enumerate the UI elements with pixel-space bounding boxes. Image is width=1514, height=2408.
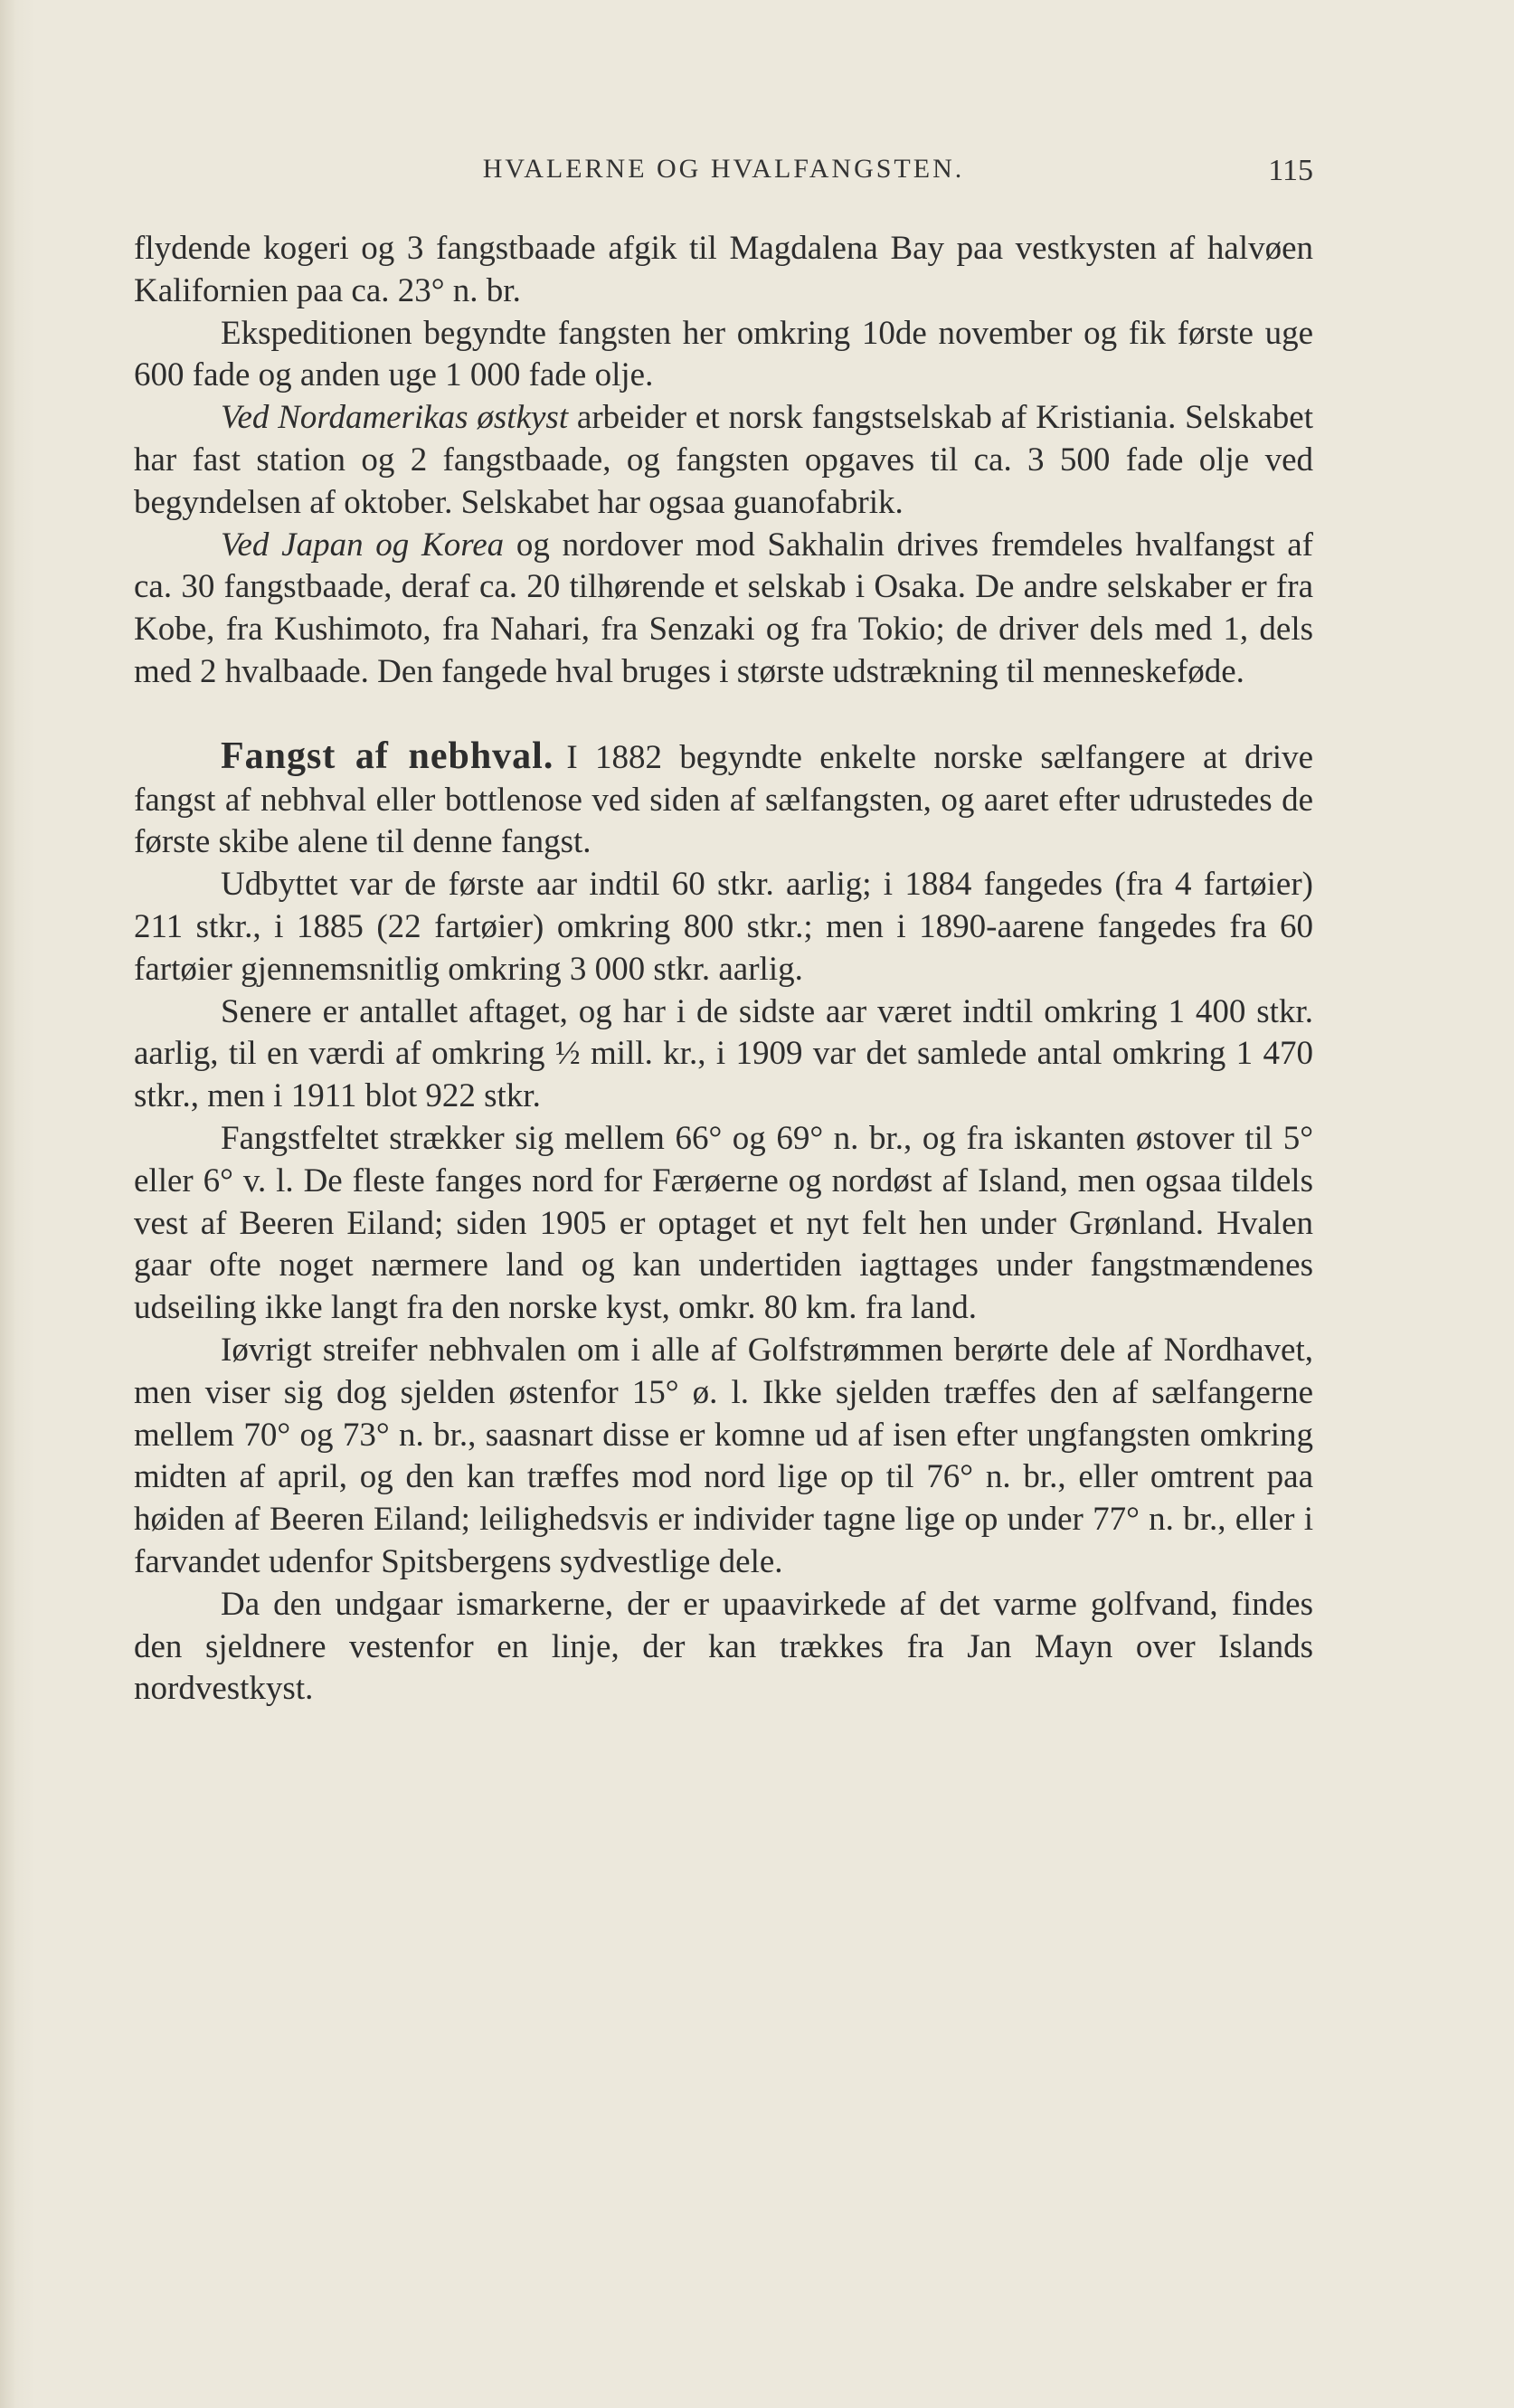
- italic-place-north-america: Ved Nordamerikas østkyst: [221, 399, 569, 437]
- paragraph-japan-korea: [134, 525, 1313, 694]
- section-spacer: [134, 694, 1313, 735]
- italic-place-japan-korea: Ved Japan og Korea: [221, 526, 505, 564]
- paragraph-north-america-text: arbeider et norsk fangstselskab af Kristiania. Selskabet har fast station og 2 fangstbaade, og fangsten opgaves til ca. 3 500 fade olje ved begyndelsen af oktober. Selskabet har ogsaa guanofabrik.: [134, 399, 1313, 521]
- paragraph-distribution: Da den undgaar ismarkerne, der er upaavirkede af det varme golfvand, findes den sjeldnere vestenfor en linje, der kan trækkes fra Jan Mayn over Islands nordvestkyst.: [134, 1585, 1313, 1708]
- paragraph-continued: flydende kogeri og 3 fangstbaade afgik til Magdalena Bay paa vestkysten af halvøen Kalifornien paa ca. 23° n. br.: [134, 230, 1313, 309]
- paragraph-north-america: [134, 397, 1313, 524]
- paragraph-expedition: Ekspeditionen begyndte fangsten her omkring 10de november og fik første uge 600 fade og anden uge 1 000 fade olje.: [134, 314, 1313, 394]
- paragraph-range: Iøvrigt streifer nebhvalen om i alle af Golfstrømmen berørte dele af Nordhavet, men viser sig dog sjelden østenfor 15° ø. l. Ikke sjelden træffes den af sælfangerne mellem 70° og 73° n. br., saasnart disse er komne ud af isen efter ungfangsten omkring midten af april, og den kan træffes mod nord lige op til 76° n. br., eller omtrent paa høiden af Beeren Eiland; leilighedsvis er individer tagne lige op under 77° n. br., eller i farvandet udenfor Spitsbergens sydvestlige dele.: [134, 1331, 1313, 1580]
- paragraph-japan-korea-text: og nordover mod Sakhalin drives fremdeles hvalfangst af ca. 30 fangstbaade, deraf ca. 20 tilhørende et selskab i Osaka. De andre selskaber er fra Kobe, fra Kushimoto, fra Nahari, fra Senzaki og fra Tokio; de driver dels med 1, dels med 2 hvalbaade. Den fangede hval bruges i største udstrækning til menneskeføde.: [134, 526, 1313, 690]
- body-text: [134, 228, 1313, 1711]
- paragraph-decline: Senere er antallet aftaget, og har i de sidste aar været indtil omkring 1 400 stkr. aarlig, til en værdi af omkring ½ mill. kr., i 1909 var det samlede antal omkring 1 470 stkr., men i 1911 blot 922 stkr.: [134, 992, 1313, 1115]
- paragraph-bottlenose-intro: [134, 735, 1313, 864]
- running-title: HVALERNE OG HVALFANGSTEN.: [482, 154, 965, 184]
- paragraph-hunting-field: Fangstfeltet strækker sig mellem 66° og 69° n. br., og fra iskanten østover til 5° eller 6° v. l. De fleste fanges nord for Færøerne og nordøst af Island, men ogsaa tildels vest af Beeren Eiland; siden 1905 er optaget et nyt felt hen under Grønland. Hvalen gaar ofte noget nærmere land og kan undertiden iagttages under fangstmændenes udseiling ikke langt fra den norske kyst, omkr. 80 km. fra land.: [134, 1119, 1313, 1327]
- paragraph-bottlenose-intro-text: I 1882 begyndte enkelte norske sælfangere at drive fangst af nebhval eller bottlenose ved siden af sælfangsten, og aaret efter udrustedes de første skibe alene til denne fangst.: [134, 738, 1313, 861]
- page-header: [134, 154, 1313, 199]
- paragraph-yield: Udbyttet var de første aar indtil 60 stkr. aarlig; i 1884 fangedes (fra 4 fartøier) 211 stkr., i 1885 (22 fartøier) omkring 800 stkr.; men i 1890-aarene fangedes fra 60 fartøier gjennemsnitlig omkring 3 000 stkr. aarlig.: [134, 866, 1313, 988]
- section-heading: Fangst af nebhval.: [221, 735, 554, 777]
- page-number: 115: [1268, 154, 1313, 187]
